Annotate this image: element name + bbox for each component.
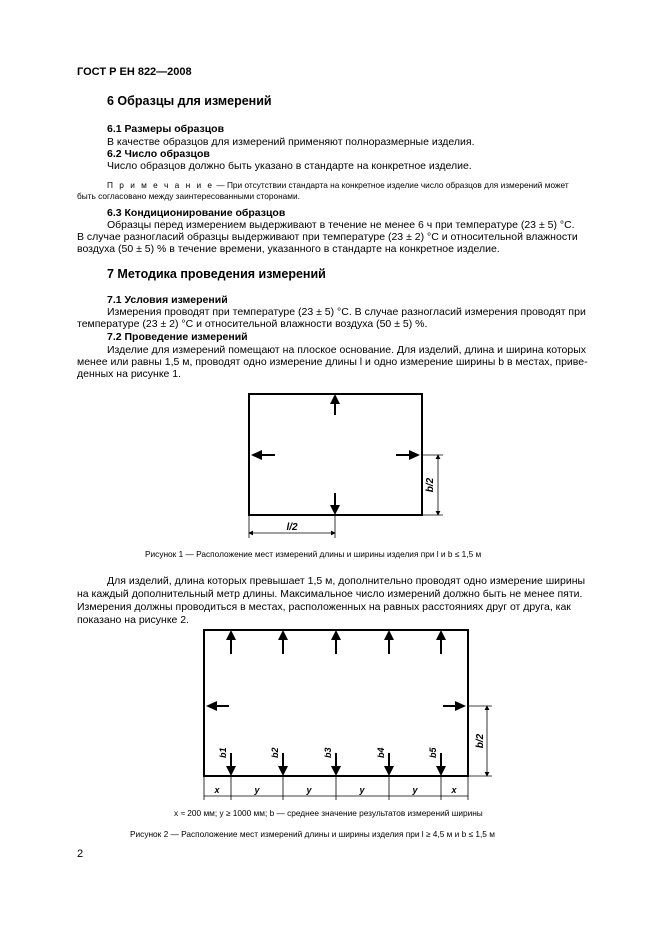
measure-arrows-top — [226, 630, 446, 654]
section-6-3-title: 6.3 Кондиционирование образцов — [107, 207, 286, 219]
dim-x-left: x — [214, 785, 220, 795]
figure-2-caption: Рисунок 2 — Расположение мест измерений длины и ширины изделия при l ≥ 4,5 м и b ≤ 1,5 м — [130, 829, 495, 839]
page-number: 2 — [77, 848, 84, 860]
dim-y-1: y — [254, 785, 260, 795]
para-2-line-2: на каждый дополнительный метр длины. Максимальное число измерений должно быть не менее пяти. — [77, 588, 583, 600]
section-6-1-title: 6.1 Размеры образцов — [107, 123, 225, 135]
measure-arrow-right — [396, 450, 420, 460]
measure-arrow-right — [443, 701, 466, 711]
standard-header: ГОСТ Р ЕН 822—2008 — [77, 66, 192, 78]
para-2-line-1: Для изделий, длина которых превышает 1,5 м, дополнительно проводят одно измерение ширины — [107, 575, 586, 587]
note-label: П р и м е ч а н и е — [107, 180, 215, 190]
section-7-1-line-1: Измерения проводят при температуре (23 ± 5) °С. В случае разногласий измерения проводят при — [107, 306, 586, 318]
section-6-2-text: Число образцов должно быть указано в стандарте на конкретное изделие. — [107, 160, 472, 172]
note-line-2: быть согласовано между заинтересованными сторонами. — [77, 191, 300, 201]
section-6-3-line-2: В случае разногласий образцы выдерживают при температуре (23 ± 2) °С и относительной влажности — [77, 231, 578, 243]
section-6-3-line-1: Образцы перед измерением выдерживают в течение не менее 6 ч при температуре (23 ± 5) °С. — [107, 219, 575, 231]
measure-arrow-top — [330, 394, 340, 415]
dim-y-4: y — [412, 785, 418, 795]
section-6-1-text: В качестве образцов для измерений применяют полноразмерные изделия. — [107, 136, 475, 148]
label-b2: b2 — [270, 747, 280, 758]
para-2-line-3: Измерения должны проводиться в местах, расположенных на равных расстояниях друг от друга, как — [77, 601, 571, 613]
section-7-2-title: 7.2 Проведение измерений — [107, 331, 248, 343]
figure-2-legend: x ≈ 200 мм; y ≥ 1000 мм; b — среднее значение результатов измерений ширины — [174, 808, 483, 818]
measure-arrow-left — [206, 701, 229, 711]
note-line-1 — [107, 180, 569, 190]
section-7-2-line-3: денных на рисунке 1. — [77, 368, 182, 380]
figure-1-diagram — [230, 385, 450, 545]
label-b4: b4 — [376, 747, 386, 758]
dimension-l-half-label: l/2 — [286, 522, 298, 533]
section-7-2-line-1: Изделие для измерений помещают на плоское основание. Для изделий, длина и ширина которых — [107, 344, 586, 356]
figure-2-diagram — [195, 620, 505, 805]
dim-x-right: x — [451, 785, 457, 795]
label-b1: b1 — [218, 747, 228, 758]
para-2-line-4: показано на рисунке 2. — [77, 614, 190, 626]
dimension-b-half-label: b/2 — [475, 733, 486, 749]
section-7-1-line-2: температуре (23 ± 2) °С и относительной влажности воздуха (50 ± 5) %. — [77, 318, 428, 330]
section-6-3-line-3: воздуха (50 ± 5) % в течение времени, указанного в стандарте на конкретное изделие. — [77, 243, 500, 255]
section-7-1-title: 7.1 Условия измерений — [107, 294, 228, 306]
dim-y-3: y — [359, 785, 365, 795]
label-b5: b5 — [428, 747, 438, 758]
section-7-title: 7 Методика проведения измерений — [107, 267, 326, 281]
section-6-2-title: 6.2 Число образцов — [107, 148, 210, 160]
section-6-title: 6 Образцы для измерений — [107, 94, 272, 108]
measure-arrow-left — [251, 450, 275, 460]
measure-arrow-bottom — [330, 493, 340, 515]
dim-y-2: y — [306, 785, 312, 795]
figure-1-caption: Рисунок 1 — Расположение мест измерений длины и ширины изделия при l и b ≤ 1,5 м — [145, 549, 482, 559]
section-7-2-line-2: менее или равны 1,5 м, проводят одно измерение длины l и одно измерение ширины b в местах, приве- — [77, 356, 588, 368]
dimension-b-half-label: b/2 — [425, 477, 436, 493]
label-b3: b3 — [323, 747, 333, 758]
measure-arrows-bottom — [226, 753, 446, 776]
note-text: — При отсутствии стандарта на конкретное изделие число образцов для измерений может — [214, 180, 569, 190]
dimension-chain — [204, 776, 468, 800]
